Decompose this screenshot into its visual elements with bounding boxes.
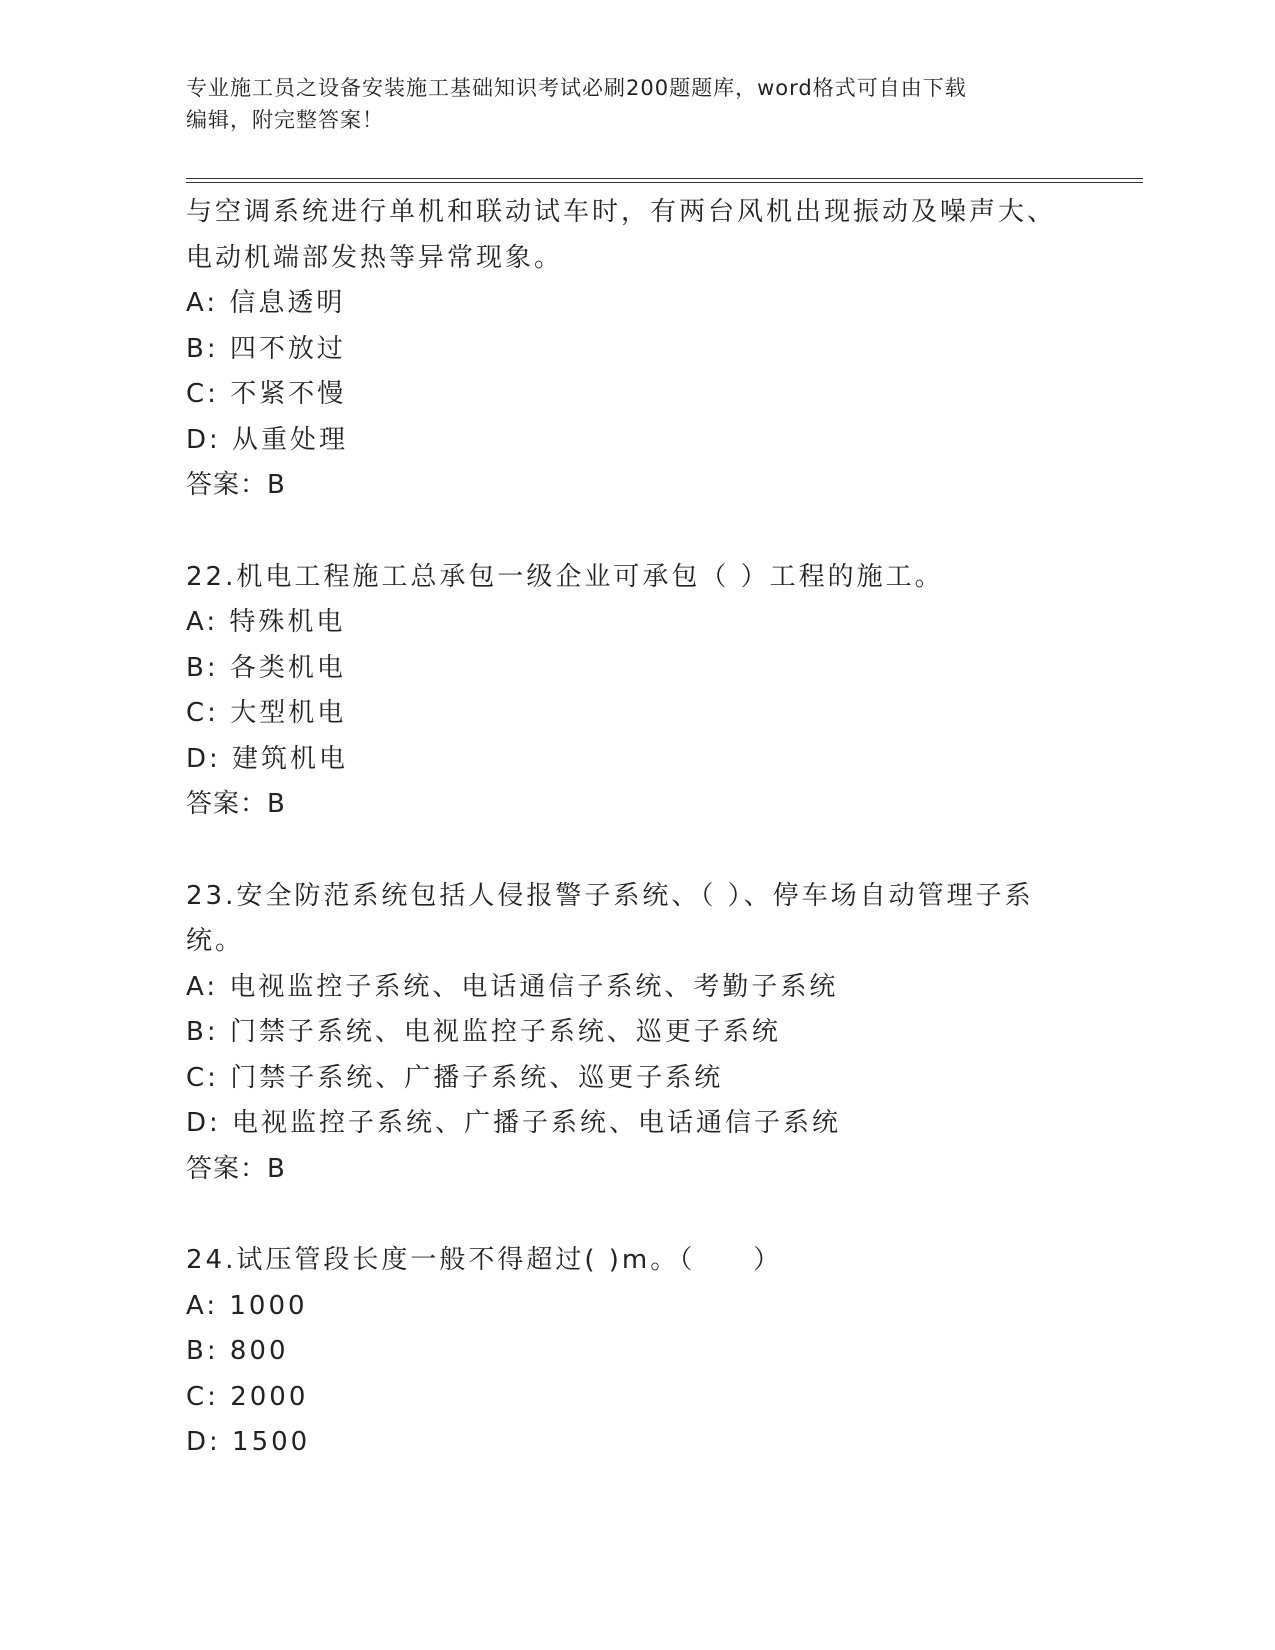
option-label: A: [186, 607, 219, 637]
option-text: 1500 [232, 1427, 311, 1457]
option-text: 不紧不慢 [230, 379, 347, 409]
option-label: B: [186, 1336, 219, 1366]
question-stem: 22.机电工程施工总承包一级企业可承包（ ）工程的施工。 [186, 561, 944, 592]
question-stem: 24.试压管段长度一般不得超过( )m。（ ） [186, 1245, 783, 1275]
question-stem: 统。 [186, 926, 245, 956]
option-text: 2000 [230, 1381, 309, 1412]
option-a [186, 281, 1086, 327]
option-label: A: [186, 971, 219, 1002]
document-header [186, 72, 1086, 136]
question-22 [186, 555, 1086, 828]
option-d [186, 418, 1086, 464]
option-c [186, 372, 1086, 418]
question-stem: 电动机端部发热等异常现象。 [186, 242, 564, 273]
option-label: A: [186, 288, 219, 318]
answer: 答案：B [186, 470, 286, 500]
question-21 [186, 190, 1086, 509]
answer: 答案：B [186, 1153, 286, 1184]
option-d [186, 1101, 1086, 1147]
header-line-1: 专业施工员之设备安装施工基础知识考试必刷200题题库，word格式可自由下载 [186, 76, 967, 100]
option-text: 建筑机电 [232, 743, 349, 774]
option-label: A: [186, 1290, 219, 1321]
option-text: 电视监控子系统、电话通信子系统、考勤子系统 [229, 971, 839, 1002]
header-divider-top [186, 178, 1143, 179]
option-label: C: [186, 379, 219, 409]
header-line-2: 编辑，附完整答案！ [186, 108, 384, 132]
option-b [186, 1010, 1086, 1056]
option-c [186, 1375, 1086, 1421]
option-label: C: [186, 1062, 219, 1093]
option-text: 门禁子系统、电视监控子系统、巡更子系统 [229, 1017, 781, 1047]
option-d [186, 1420, 1086, 1466]
option-text: 四不放过 [229, 333, 346, 364]
option-b [186, 646, 1086, 692]
question-list [186, 190, 1086, 1466]
header-divider-bottom [186, 182, 1143, 183]
option-label: D: [186, 424, 221, 455]
option-text: 1000 [229, 1290, 308, 1321]
option-text: 特殊机电 [229, 607, 346, 637]
option-label: B: [186, 652, 219, 683]
option-a [186, 1284, 1086, 1330]
option-text: 从重处理 [232, 424, 349, 455]
option-label: D: [186, 743, 221, 774]
option-text: 信息透明 [229, 288, 346, 318]
option-text: 大型机电 [230, 698, 347, 728]
spacer [186, 1192, 1086, 1238]
option-a [186, 965, 1086, 1011]
option-text: 门禁子系统、广播子系统、巡更子系统 [230, 1062, 724, 1093]
option-c [186, 691, 1086, 737]
question-stem: 23.安全防范系统包括人侵报警子系统、（ ）、停车场自动管理子系 [186, 880, 1034, 911]
question-stem: 与空调系统进行单机和联动试车时，有两台风机出现振动及噪声大、 [186, 197, 1057, 227]
option-label: C: [186, 698, 219, 728]
option-text: 800 [229, 1336, 289, 1366]
spacer [186, 828, 1086, 874]
question-24 [186, 1238, 1086, 1466]
option-a [186, 600, 1086, 646]
option-b [186, 327, 1086, 373]
option-label: B: [186, 333, 219, 364]
option-label: D: [186, 1108, 221, 1138]
option-label: D: [186, 1427, 221, 1457]
question-23 [186, 874, 1086, 1193]
spacer [186, 509, 1086, 555]
option-text: 各类机电 [229, 652, 346, 683]
option-c [186, 1056, 1086, 1102]
option-text: 电视监控子系统、广播子系统、电话通信子系统 [232, 1108, 842, 1138]
option-label: C: [186, 1381, 219, 1412]
answer: 答案：B [186, 789, 286, 819]
option-label: B: [186, 1017, 219, 1047]
option-b [186, 1329, 1086, 1375]
option-d [186, 737, 1086, 783]
